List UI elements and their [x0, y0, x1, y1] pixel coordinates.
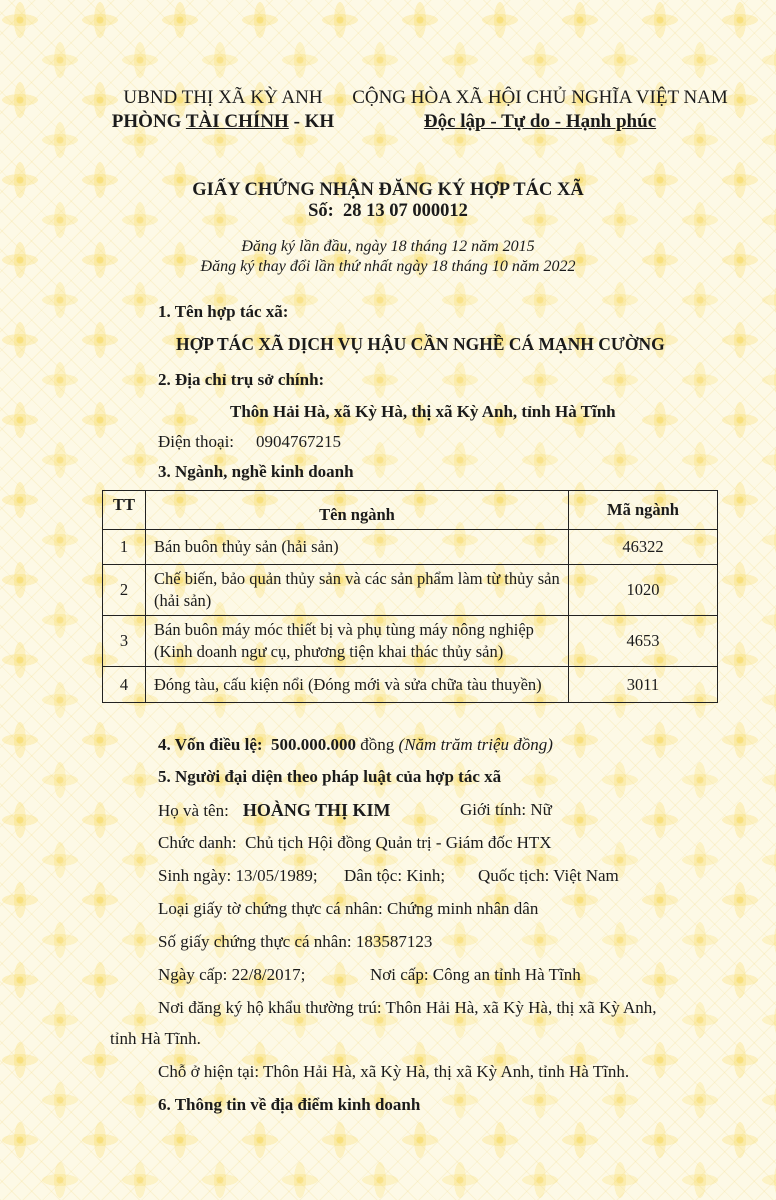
column-header-tt: TT: [103, 491, 146, 530]
capital-amount: 500.000.000: [271, 735, 357, 754]
row-tt: 1: [103, 530, 146, 565]
row-tt: 3: [103, 616, 146, 667]
representative-gender: Giới tính: Nữ: [460, 800, 552, 819]
id-number: Số giấy chứng thực cá nhân: 183587123: [158, 932, 433, 951]
table-row: [103, 530, 718, 565]
head-office-address: Thôn Hải Hà, xã Kỳ Hà, thị xã Kỳ Anh, tỉnh Hà Tĩnh: [230, 402, 616, 421]
first-registration-date: Đăng ký lần đầu, ngày 18 tháng 12 năm 2015: [241, 238, 535, 255]
section-5-heading: 5. Người đại diện theo pháp luật của hợp tác xã: [158, 767, 502, 786]
table-row: [103, 565, 718, 616]
permanent-address-line-2: tỉnh Hà Tĩnh.: [110, 1029, 201, 1048]
section-6-heading: 6. Thông tin về địa điểm kinh doanh: [158, 1095, 421, 1114]
permanent-address-line-1: Nơi đăng ký hộ khẩu thường trú: Thôn Hải Hà, xã Kỳ Hà, thị xã Kỳ Anh,: [158, 998, 657, 1017]
certificate-number: Số: 28 13 07 000012: [308, 201, 468, 221]
capital-in-words: (Năm trăm triệu đồng): [398, 735, 553, 754]
representative-name: HOÀNG THỊ KIM: [242, 800, 391, 820]
position-value: Chủ tịch Hội đồng Quản trị - Giám đốc HTX: [245, 833, 552, 852]
section-2-heading: 2. Địa chỉ trụ sở chính:: [158, 370, 325, 389]
row-tt: 4: [103, 667, 146, 703]
date-of-birth: Sinh ngày: 13/05/1989;: [158, 866, 318, 885]
column-header-code: Mã ngành: [569, 491, 718, 530]
national-motto: Độc lập - Tự do - Hạnh phúc: [423, 111, 657, 132]
id-issue-date: Ngày cấp: 22/8/2017;: [158, 965, 306, 984]
table-row: [103, 667, 718, 703]
document-title: GIẤY CHỨNG NHẬN ĐĂNG KÝ HỢP TÁC XÃ: [192, 180, 584, 200]
id-issue-place: Nơi cấp: Công an tỉnh Hà Tĩnh: [370, 965, 581, 984]
agency-line-1: UBND THỊ XÃ KỲ ANH: [123, 87, 323, 108]
row-code: 46322: [569, 530, 718, 565]
nation-name: CỘNG HÒA XÃ HỘI CHỦ NGHĨA VIỆT NAM: [352, 87, 728, 108]
table-row: [103, 616, 718, 667]
row-code: 4653: [569, 616, 718, 667]
issuing-agency: [108, 86, 338, 134]
agency-line-2: PHÒNG TÀI CHÍNH - KH: [111, 111, 335, 132]
id-type: Loại giấy tờ chứng thực cá nhân: Chứng minh nhân dân: [158, 899, 539, 918]
change-registration-date: Đăng ký thay đổi lần thứ nhất ngày 18 tháng 10 năm 2022: [200, 258, 576, 275]
row-code: 1020: [569, 565, 718, 616]
table-header-row: [103, 491, 718, 530]
nationality: Quốc tịch: Việt Nam: [478, 866, 619, 885]
charter-capital-line: 4. Vốn điều lệ: 500.000.000 đồng (Năm trăm triệu đồng): [158, 735, 553, 754]
row-name: Đóng tàu, cấu kiện nổi (Đóng mới và sửa chữa tàu thuyền): [146, 667, 569, 703]
row-tt: 2: [103, 565, 146, 616]
row-name: Chế biến, bảo quản thủy sản và các sản phẩm làm từ thủy sản (hải sản): [146, 565, 569, 616]
phone-number: 0904767215: [256, 432, 342, 451]
section-3-heading: 3. Ngành, nghề kinh doanh: [158, 462, 354, 481]
representative-name-line: Họ và tên: HOÀNG THỊ KIM: [158, 800, 391, 820]
row-code: 3011: [569, 667, 718, 703]
phone-line: Điện thoại: 0904767215: [158, 432, 342, 451]
ethnicity: Dân tộc: Kinh;: [344, 866, 446, 885]
current-address: Chỗ ở hiện tại: Thôn Hải Hà, xã Kỳ Hà, thị xã Kỳ Anh, tỉnh Hà Tĩnh.: [158, 1062, 630, 1081]
business-lines-table: [102, 490, 718, 703]
position-line: Chức danh: Chủ tịch Hội đồng Quản trị - Giám đốc HTX: [158, 833, 552, 852]
column-header-name: Tên ngành: [146, 491, 569, 530]
cooperative-name: HỢP TÁC XÃ DỊCH VỤ HẬU CẦN NGHỀ CÁ MẠNH CƯỜNG: [176, 334, 665, 354]
national-header: [345, 86, 735, 134]
section-1-heading: 1. Tên hợp tác xã:: [158, 302, 289, 321]
row-name: Bán buôn máy móc thiết bị và phụ tùng máy nông nghiệp (Kinh doanh ngư cụ, phương tiện khai thác thủy sản): [146, 616, 569, 667]
row-name: Bán buôn thủy sản (hải sản): [146, 530, 569, 565]
